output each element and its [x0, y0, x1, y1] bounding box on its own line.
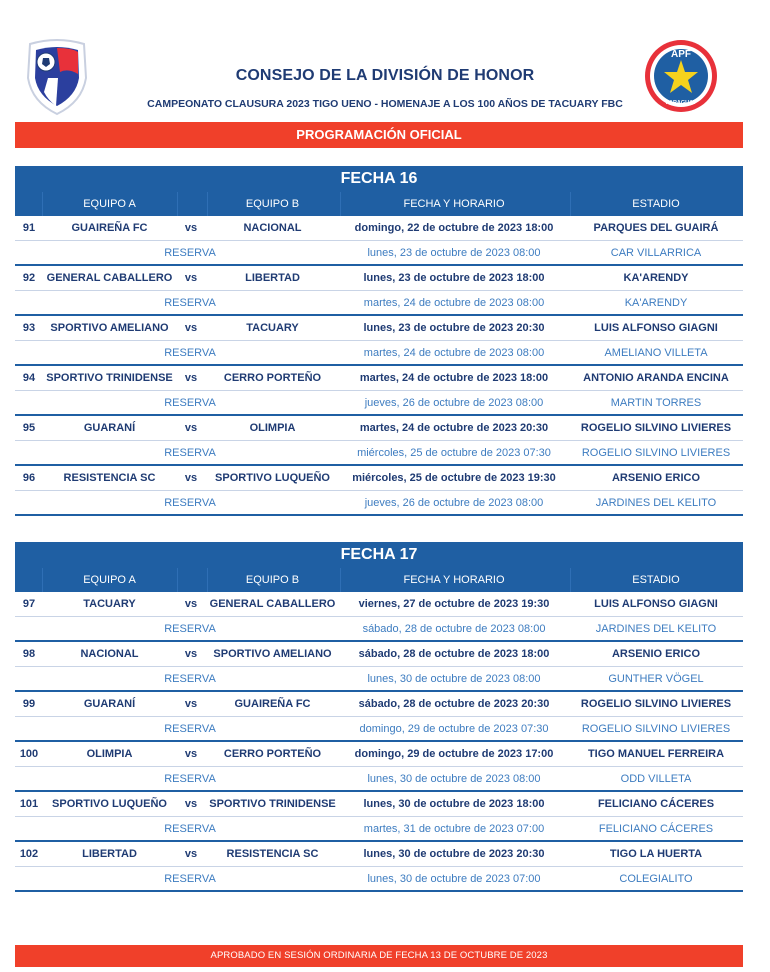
match-stadium: ARSENIO ERICO — [611, 472, 700, 484]
reserve-datetime: martes, 24 de octubre de 2023 08:00 — [363, 297, 545, 309]
match-datetime: lunes, 30 de octubre de 2023 20:30 — [363, 848, 545, 860]
team-b: RESISTENCIA SC — [226, 848, 319, 860]
vs-label: vs — [184, 222, 198, 234]
reserve-row — [15, 241, 743, 266]
match-datetime: martes, 24 de octubre de 2023 20:30 — [359, 422, 549, 434]
approval-footer: APROBADO EN SESIÓN ORDINARIA DE FECHA 13 DE OCTUBRE DE 2023 — [15, 945, 743, 967]
team-a: GUARANÍ — [83, 698, 136, 710]
match-row — [15, 466, 743, 491]
match-stadium: ANTONIO ARANDA ENCINA — [583, 372, 729, 384]
team-a: LIBERTAD — [82, 848, 137, 860]
match-datetime: miércoles, 25 de octubre de 2023 19:30 — [352, 472, 556, 484]
match-row — [15, 642, 743, 667]
reserve-row — [15, 667, 743, 692]
match-number: 98 — [22, 648, 36, 660]
reserve-label: RESERVA — [164, 447, 216, 459]
match-number: 97 — [22, 598, 36, 610]
match-number: 93 — [22, 322, 36, 334]
reserve-label: RESERVA — [164, 773, 216, 785]
reserve-label: RESERVA — [164, 823, 216, 835]
reserve-row — [15, 617, 743, 642]
fecha-title: FECHA 17 — [340, 546, 418, 563]
match-stadium: ROGELIO SILVINO LIVIERES — [580, 698, 732, 710]
reserve-row — [15, 867, 743, 892]
match-datetime: lunes, 23 de octubre de 2023 20:30 — [363, 322, 545, 334]
match-datetime: viernes, 27 de octubre de 2023 19:30 — [358, 598, 550, 610]
vs-label: vs — [184, 322, 198, 334]
team-a: TACUARY — [83, 598, 136, 610]
match-number: 94 — [22, 372, 36, 384]
fecha-table — [15, 542, 743, 892]
team-b: NACIONAL — [243, 222, 302, 234]
match-datetime: lunes, 30 de octubre de 2023 18:00 — [363, 798, 545, 810]
vs-label: vs — [184, 748, 198, 760]
match-stadium: LUIS ALFONSO GIAGNI — [594, 598, 718, 610]
reserve-row — [15, 767, 743, 792]
apf-logo-text: APF — [671, 49, 691, 60]
team-a: GENERAL CABALLERO — [46, 272, 173, 284]
column-header-team-b: EQUIPO B — [245, 574, 300, 586]
match-stadium: LUIS ALFONSO GIAGNI — [594, 322, 718, 334]
reserve-stadium: AMELIANO VILLETA — [604, 347, 708, 359]
match-stadium: KA'ARENDY — [623, 272, 689, 284]
match-stadium: TIGO MANUEL FERREIRA — [587, 748, 725, 760]
team-b: CERRO PORTEÑO — [223, 748, 322, 760]
team-b: GUAIREÑA FC — [234, 698, 311, 710]
reserve-stadium: COLEGIALITO — [619, 873, 693, 885]
reserve-label: RESERVA — [164, 247, 216, 259]
match-row — [15, 842, 743, 867]
column-header-datetime: FECHA Y HORARIO — [403, 198, 505, 210]
team-a: SPORTIVO AMELIANO — [50, 322, 169, 334]
column-header-team-a: EQUIPO A — [83, 574, 136, 586]
reserve-stadium: JARDINES DEL KELITO — [595, 623, 717, 635]
match-datetime: domingo, 29 de octubre de 2023 17:00 — [354, 748, 554, 760]
team-b: OLIMPIA — [249, 422, 296, 434]
match-number: 102 — [19, 848, 39, 860]
team-a: SPORTIVO LUQUEÑO — [52, 798, 167, 810]
reserve-stadium: FELICIANO CÁCERES — [598, 823, 714, 835]
column-header-datetime: FECHA Y HORARIO — [403, 574, 505, 586]
reserve-datetime: martes, 31 de octubre de 2023 07:00 — [363, 823, 545, 835]
reserve-stadium: ROGELIO SILVINO LIVIERES — [581, 447, 731, 459]
reserve-stadium: CAR VILLARRICA — [610, 247, 702, 259]
reserve-row — [15, 491, 743, 516]
match-row — [15, 592, 743, 617]
match-stadium: ARSENIO ERICO — [611, 648, 700, 660]
reserve-datetime: lunes, 23 de octubre de 2023 08:00 — [367, 247, 541, 259]
column-header-stadium: ESTADIO — [632, 198, 680, 210]
vs-label: vs — [184, 272, 198, 284]
vs-label: vs — [184, 372, 198, 384]
team-b: SPORTIVO AMELIANO — [213, 648, 332, 660]
match-row — [15, 416, 743, 441]
reserve-stadium: MARTIN TORRES — [610, 397, 702, 409]
match-row — [15, 316, 743, 341]
reserve-row — [15, 717, 743, 742]
reserve-datetime: domingo, 29 de octubre de 2023 07:30 — [359, 723, 549, 735]
team-a: GUAIREÑA FC — [71, 222, 148, 234]
team-b: GENERAL CABALLERO — [209, 598, 336, 610]
reserve-row — [15, 341, 743, 366]
vs-label: vs — [184, 648, 198, 660]
vs-label: vs — [184, 422, 198, 434]
fecha-header — [15, 542, 743, 592]
page-subtitle: CAMPEONATO CLAUSURA 2023 TIGO UENO - HOMENAJE A LOS 100 AÑOS DE TACUARY FBC — [147, 98, 623, 110]
match-stadium: PARQUES DEL GUAIRÁ — [593, 222, 719, 234]
column-header-stadium: ESTADIO — [632, 574, 680, 586]
match-row — [15, 692, 743, 717]
reserve-label: RESERVA — [164, 497, 216, 509]
match-row — [15, 216, 743, 241]
reserve-label: RESERVA — [164, 397, 216, 409]
vs-label: vs — [184, 472, 198, 484]
match-number: 96 — [22, 472, 36, 484]
reserve-stadium: ODD VILLETA — [620, 773, 692, 785]
reserve-datetime: miércoles, 25 de octubre de 2023 07:30 — [357, 447, 551, 459]
reserve-row — [15, 817, 743, 842]
reserve-stadium: ROGELIO SILVINO LIVIERES — [581, 723, 731, 735]
match-stadium: FELICIANO CÁCERES — [597, 798, 715, 810]
reserve-datetime: jueves, 26 de octubre de 2023 08:00 — [364, 497, 544, 509]
column-header-team-a: EQUIPO A — [83, 198, 136, 210]
reserve-datetime: lunes, 30 de octubre de 2023 08:00 — [367, 673, 541, 685]
reserve-datetime: lunes, 30 de octubre de 2023 07:00 — [367, 873, 541, 885]
match-datetime: lunes, 23 de octubre de 2023 18:00 — [363, 272, 545, 284]
reserve-datetime: lunes, 30 de octubre de 2023 08:00 — [367, 773, 541, 785]
reserve-label: RESERVA — [164, 297, 216, 309]
team-a: OLIMPIA — [86, 748, 133, 760]
team-a: NACIONAL — [80, 648, 139, 660]
team-a: SPORTIVO TRINIDENSE — [46, 372, 173, 384]
match-number: 92 — [22, 272, 36, 284]
reserve-label: RESERVA — [164, 673, 216, 685]
reserve-stadium: JARDINES DEL KELITO — [595, 497, 717, 509]
reserve-label: RESERVA — [164, 623, 216, 635]
team-b: TACUARY — [246, 322, 299, 334]
reserve-datetime: martes, 24 de octubre de 2023 08:00 — [363, 347, 545, 359]
fecha-table — [15, 166, 743, 516]
reserve-label: RESERVA — [164, 723, 216, 735]
reserve-datetime: jueves, 26 de octubre de 2023 08:00 — [364, 397, 544, 409]
match-number: 91 — [22, 222, 36, 234]
match-row — [15, 366, 743, 391]
programacion-banner: PROGRAMACIÓN OFICIAL — [15, 122, 743, 148]
match-row — [15, 792, 743, 817]
team-b: SPORTIVO TRINIDENSE — [209, 798, 336, 810]
team-a: GUARANÍ — [83, 422, 136, 434]
reserve-row — [15, 291, 743, 316]
reserve-label: RESERVA — [164, 347, 216, 359]
vs-label: vs — [184, 848, 198, 860]
reserve-stadium: KA'ARENDY — [624, 297, 688, 309]
column-header-team-b: EQUIPO B — [245, 198, 300, 210]
match-number: 99 — [22, 698, 36, 710]
match-number: 100 — [19, 748, 39, 760]
team-b: CERRO PORTEÑO — [223, 372, 322, 384]
vs-label: vs — [184, 598, 198, 610]
fecha-header — [15, 166, 743, 216]
match-stadium: ROGELIO SILVINO LIVIERES — [580, 422, 732, 434]
match-datetime: sábado, 28 de octubre de 2023 18:00 — [358, 648, 550, 660]
team-b: LIBERTAD — [245, 272, 300, 284]
vs-label: vs — [184, 798, 198, 810]
page-title: CONSEJO DE LA DIVISIÓN DE HONOR — [235, 67, 535, 84]
reserve-label: RESERVA — [164, 873, 216, 885]
match-stadium: TIGO LA HUERTA — [609, 848, 703, 860]
team-b: SPORTIVO LUQUEÑO — [215, 472, 330, 484]
apf-logo-subtext: PARAGUAY — [665, 100, 697, 106]
reserve-datetime: sábado, 28 de octubre de 2023 08:00 — [362, 623, 546, 635]
match-number: 101 — [19, 798, 39, 810]
match-row — [15, 266, 743, 291]
vs-label: vs — [184, 698, 198, 710]
match-datetime: martes, 24 de octubre de 2023 18:00 — [359, 372, 549, 384]
team-a: RESISTENCIA SC — [63, 472, 156, 484]
fecha-title: FECHA 16 — [340, 170, 418, 187]
match-number: 95 — [22, 422, 36, 434]
reserve-row — [15, 391, 743, 416]
match-row — [15, 742, 743, 767]
match-datetime: sábado, 28 de octubre de 2023 20:30 — [358, 698, 550, 710]
match-datetime: domingo, 22 de octubre de 2023 18:00 — [354, 222, 554, 234]
reserve-row — [15, 441, 743, 466]
reserve-stadium: GUNTHER VÖGEL — [608, 673, 704, 685]
